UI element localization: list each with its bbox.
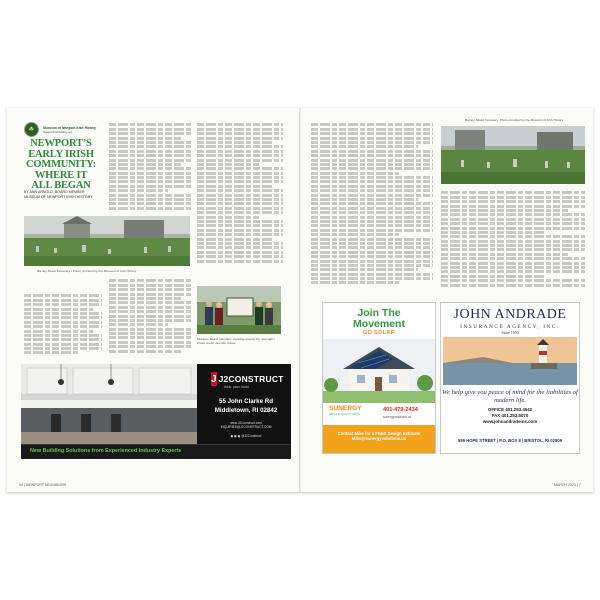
article-byline: BY ANN ARNOLD, BOARD MEMBER MUSEUM OF NEWPORT IRISH HISTORY (24, 190, 93, 199)
j2-email[interactable]: INQUIRIES@J2CONSTRUCT.COM (220, 425, 272, 429)
j2-brand-name: J2CONSTRUCT (218, 374, 284, 384)
insurance-subtitle: INSURANCE AGENCY, INC. (460, 324, 560, 330)
j2-address-line1: 55 John Clarke Rd (219, 398, 273, 405)
john-andrade-insurance-ad[interactable] (440, 302, 580, 454)
kitchen-photo (21, 364, 197, 444)
cemetery-photo (24, 216, 190, 266)
j2-social[interactable] (211, 434, 281, 438)
j2-banner (21, 444, 291, 459)
sunergy-logo (329, 405, 381, 416)
insurance-since: Since 1950 (501, 331, 519, 335)
j2construct-ad[interactable] (21, 364, 291, 459)
insurance-website[interactable]: www.johnandradeins.com (482, 419, 538, 424)
insurance-tagline: We help give you peace of mind for the liabilities of modern life. (442, 389, 578, 404)
magazine-spread (7, 108, 593, 492)
article-column-3 (197, 122, 283, 280)
j2-contact (211, 421, 281, 429)
lighthouse-image (443, 337, 577, 385)
j2-logo-mark: J (211, 373, 217, 385)
solar-headline-2: Movement (353, 318, 405, 330)
shamrock-icon: ☘ (24, 122, 39, 137)
article-column-1 (24, 293, 102, 357)
j2-address-line2: Middletown, RI 02842 (214, 407, 278, 414)
article-column-2 (109, 122, 191, 218)
left-folio: 44 | NEWPORT NEIGHBORS (19, 483, 67, 487)
solar-phone[interactable]: 401-479-2434 (383, 407, 418, 413)
solar-house-image (323, 339, 435, 403)
j2-banner-text: New Building Solutions from Experienced Industry Experts (30, 448, 182, 454)
j2-tagline: think. plan. build. (224, 385, 250, 389)
logo-title: Museum of Newport Irish History (43, 125, 97, 130)
article-column-5 (441, 190, 585, 294)
solar-headline-3: GO SOLAR (362, 330, 396, 336)
j2-logo (211, 372, 284, 386)
solar-cta-email: Mike@sunergysolutions.us (351, 436, 407, 442)
right-page (301, 108, 593, 492)
solar-cta[interactable] (323, 425, 435, 453)
article-column-2-lower (109, 278, 191, 358)
left-page (7, 108, 299, 492)
board-members-photo (197, 286, 281, 334)
j2-social-handle: @J2Construct (241, 434, 262, 438)
solar-cta-line1: Contact Mike for a FREE Design Estimate (337, 431, 421, 436)
cemetery-photo-right (441, 126, 585, 184)
insurance-contact (441, 407, 579, 425)
social-icons: ◼ ◼ ◼ (230, 434, 242, 438)
j2-brand-block (211, 372, 284, 438)
inset-caption: Museum Board members standing around the new sign / Photo credit: Jennifer Carter (197, 337, 275, 345)
solar-headline-1: Join The (357, 307, 401, 319)
sunergy-logo-text: SUNERGY (329, 405, 362, 412)
j2-website[interactable]: www.J2Construct.com (230, 421, 262, 425)
article-headline: NEWPORT’S EARLY IRISH COMMUNITY: WHERE IT ALL BEGAN (26, 138, 96, 191)
solar-website[interactable]: sunergysolutions.us (383, 415, 412, 419)
sunergy-solar-ad[interactable] (322, 302, 436, 454)
photo-caption: Barney Street Cemetery / Photo provided by the Museum of Irish History (37, 269, 137, 273)
right-photo-caption: Barney Street Cemetery. Photo provided by the Museum of Irish History. (465, 118, 564, 122)
museum-logo (24, 122, 96, 137)
insurance-name: JOHN ANDRADE (453, 307, 567, 322)
sunergy-logo-sub: SOLAR SOLUTIONS (329, 412, 360, 416)
article-column-4 (311, 122, 433, 294)
insurance-fax: FAX 401.253.5070 (491, 413, 529, 418)
right-folio: MARCH 2023 | 7 (554, 483, 581, 487)
insurance-address: 559 HOPE STREET | P.O. BOX 8 | BRISTOL, RI 02809 (458, 438, 562, 443)
logo-url: NewportIrishHistory.org (43, 129, 73, 134)
insurance-office-phone[interactable]: OFFICE 401.253.4542 (487, 407, 533, 412)
